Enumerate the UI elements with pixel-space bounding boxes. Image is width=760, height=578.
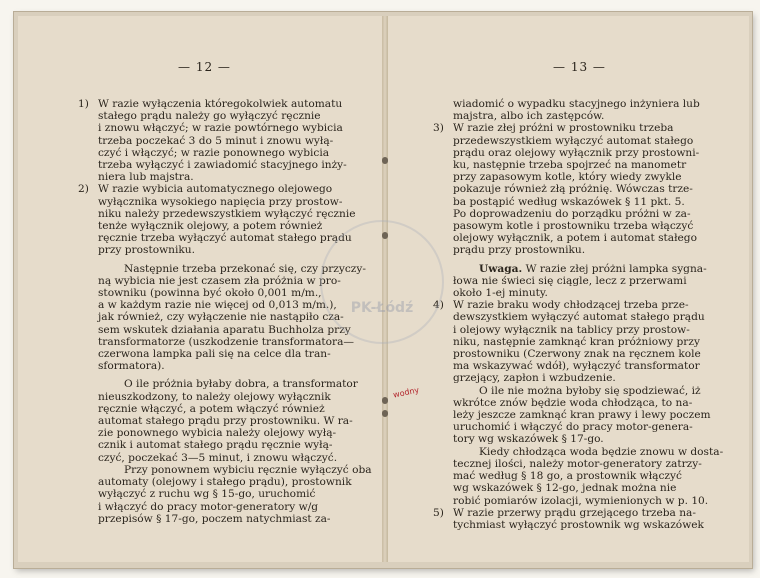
line-text: prostowniku (Czerwony znak na ręcznem kole: [453, 348, 701, 361]
text-line: [453, 458, 723, 470]
text-line: [453, 372, 723, 384]
line-text: Następnie trzeba przekonać się, czy przyczy-: [124, 262, 366, 275]
line-text: W razie wyłączenia któregokolwiek automatu: [98, 98, 343, 110]
line-text: cznik i automat stałego prądu ręcznie wyłą-: [98, 439, 333, 452]
text-line: [453, 348, 723, 360]
line-text: stowniku (powinna być około 0,001 m/m.,: [98, 287, 322, 300]
text-line: [453, 311, 723, 323]
line-text: Po doprowadzeniu do porządku próżni w za-: [453, 207, 691, 220]
text-line: [78, 98, 372, 110]
line-text: niku, następnie zamknąć kran próżniowy przy: [453, 335, 700, 348]
line-text: i znowu włączyć; w razie powtórnego wybicia: [98, 122, 343, 135]
line-text: prądu oraz olejowy wyłącznik przy prostowni-: [453, 146, 700, 159]
line-text: Kiedy chłodząca woda będzie znowu w dosta-: [479, 445, 724, 458]
text-line: [453, 495, 723, 507]
text-line: [98, 220, 372, 232]
line-text: majstra, albo ich zastępców.: [453, 110, 605, 123]
item-marker: 2): [78, 183, 89, 196]
text-line: [98, 171, 372, 183]
line-text: niera lub majstra.: [98, 171, 194, 184]
text-line: [98, 135, 372, 147]
line-text: przy prostowniku.: [98, 244, 195, 257]
text-line: [98, 208, 372, 220]
page-number-left: — 12 —: [178, 60, 231, 74]
line-text: przepisów § 17-go, poczem natychmiast za-: [98, 512, 331, 525]
line-text: tory wg wskazówek § 17-go.: [453, 433, 604, 446]
line-text: wiadomić o wypadku stacyjnego inżyniera lub: [453, 98, 700, 110]
text-line: [98, 147, 372, 159]
text-line: [453, 421, 723, 433]
line-text: pasowym kotle i prostowniku trzeba włączyć: [453, 220, 694, 233]
line-text: zie ponownego wybicia należy olejowy wyłą-: [98, 427, 337, 440]
watermark-text: PK-Łódź: [350, 300, 414, 316]
text-line: [98, 476, 372, 488]
text-line: [98, 232, 372, 244]
line-text: wyłączyć z ruchu wg § 15-go, uruchomić: [98, 488, 316, 501]
line-text: ku, następnie trzeba spojrzeć na manometr: [453, 159, 687, 172]
text-line: [453, 147, 723, 159]
line-text: ręcznie trzeba wyłączyć automat stałego prądu: [98, 232, 352, 245]
line-text: O ile próżnia byłaby dobra, a transformator: [124, 378, 358, 391]
text-line: [453, 183, 723, 195]
line-text: czyć i włączyć; w razie ponownego wybicia: [98, 146, 330, 159]
line-text: stałego prądu należy go wyłączyć ręcznie: [98, 110, 321, 123]
line-text: ną wybicia nie jest czasem zła próżnia w pro-: [98, 274, 341, 287]
text-line: [98, 464, 372, 476]
line-text: i włączyć do pracy motor-generatory w/g: [98, 500, 319, 513]
line-text: przedewszystkiem wyłączyć automat stałego: [453, 134, 694, 147]
text-line: [98, 348, 372, 360]
line-text: O ile nie można byłoby się spodziewać, iż: [479, 384, 701, 397]
text-line: [98, 403, 372, 415]
text-line: [453, 98, 723, 110]
item-marker: 5): [433, 506, 444, 519]
line-text: niku należy przedewszystkiem wyłączyć ręcznie: [98, 207, 356, 220]
line-text: ręcznie włączyć, a potem włączyć również: [98, 402, 325, 415]
line-text: łowa nie świeci się ciągle, lecz z przerwami: [453, 274, 687, 287]
text-line: [98, 324, 372, 336]
text-line: [453, 208, 723, 220]
line-text: i olejowy wyłącznik na tablicy przy prostow-: [453, 323, 690, 336]
line-text: W razie braku wody chłodzącej trzeba prze-: [453, 299, 689, 312]
line-text: wg wskazówek § 12-go, jednak można nie: [453, 482, 677, 495]
text-line: [453, 220, 723, 232]
text-line: [453, 336, 723, 348]
line-text: leży jeszcze zamknąć kran prawy i lewy poczem: [453, 409, 711, 422]
line-text: trzeba wyłączyć i zawiadomić stacyjnego inży-: [98, 159, 347, 172]
line-text: transformatorze (uszkodzenie transformatora—: [98, 335, 355, 348]
line-text: około 1-ej minuty.: [453, 287, 548, 300]
text-line: [453, 135, 723, 147]
text-line: [453, 324, 723, 336]
item-marker: 4): [433, 299, 444, 312]
line-text: W razie złej próżni lampka sygna-: [525, 262, 707, 275]
line-text: przy zapasowym kotle, który wiedy zwykle: [453, 171, 682, 184]
line-text: grzejący, zapłon i wzbudzenie.: [453, 372, 616, 385]
line-text: czerwona lampka pali się na celce dla tran-: [98, 348, 331, 361]
binding-stitch: [382, 157, 388, 164]
item-marker: 3): [433, 122, 444, 135]
line-text: ma wskazywać wdół), wyłączyć transformator: [453, 360, 700, 373]
text-line: [98, 439, 372, 451]
line-text: sem wskutek działania aparatu Buchholza przy: [98, 323, 351, 336]
line-text: a w każdym razie nie więcej od 0,013 m/m.),: [98, 299, 337, 312]
text-line: [98, 378, 372, 390]
text-line: [98, 110, 372, 122]
text-line: [98, 501, 372, 513]
line-text: pokazuje również złą próżnię. Wówczas trze-: [453, 183, 693, 196]
line-text: dewszystkiem wyłączyć automat stałego prądu: [453, 311, 705, 324]
handwritten-note: wodny: [392, 385, 420, 400]
line-text: automat stałego prądu przy prostowniku. W ra-: [98, 415, 353, 428]
line-text: robić pomiarów izolacji, wymienionych w p. 10.: [453, 494, 709, 507]
line-text: W razie przerwy prądu grzejącego trzeba na-: [453, 506, 696, 519]
line-text: olejowy wyłącznik, a potem i automat stałego: [453, 232, 697, 245]
text-line: [453, 385, 723, 397]
line-text: tecznej ilości, należy motor-generatory zatrzy-: [453, 457, 702, 470]
line-text: uruchomić i włączyć do pracy motor-genera-: [453, 421, 693, 434]
note-label: Uwaga.: [479, 262, 523, 275]
text-line: [78, 183, 372, 196]
line-text: W razie złej próżni w prostowniku trzeba: [453, 122, 674, 135]
line-text: trzeba poczekać 3 do 5 minut i znowu wyłą-: [98, 134, 334, 147]
text-line: [433, 299, 723, 312]
text-line: [98, 513, 372, 525]
line-text: mać według § 18 go, a prostownik włączyć: [453, 470, 682, 483]
text-line: [453, 519, 723, 531]
line-text: tychmiast wyłączyć prostownik wg wskazówek: [453, 518, 704, 531]
binding-stitch: [382, 410, 388, 417]
text-line: [453, 482, 723, 494]
text-line: [433, 122, 723, 135]
text-line: [453, 360, 723, 372]
line-text: wkrótce znów będzie woda chłodząca, to na-: [453, 396, 693, 409]
text-line: [98, 427, 372, 439]
text-line: [98, 336, 372, 348]
line-text: W razie wybicia automatycznego olejowego: [98, 183, 333, 196]
line-text: jak również, czy wyłączenie nie nastąpiło cza-: [98, 311, 344, 324]
text-line: [433, 506, 723, 519]
text-line: [453, 287, 723, 299]
binding-stitch: [382, 397, 388, 404]
text-line: [453, 263, 723, 275]
text-line: [453, 409, 723, 421]
text-line: [453, 159, 723, 171]
text-line: [98, 196, 372, 208]
watermark-seal: [320, 220, 444, 344]
text-line: [453, 433, 723, 445]
text-line: [453, 397, 723, 409]
text-line: [453, 275, 723, 287]
text-line: [98, 415, 372, 427]
item-marker: 1): [78, 98, 89, 110]
text-line: [453, 446, 723, 458]
text-line: [98, 122, 372, 134]
text-line: [98, 159, 372, 171]
line-text: nieuszkodzony, to należy olejowy wyłącznik: [98, 390, 331, 403]
text-line: [453, 171, 723, 183]
line-text: sformatora).: [98, 360, 165, 373]
line-text: czyć, poczekać 3—5 minut, i znowu włączyć.: [98, 451, 338, 464]
line-text: tenże wyłącznik olejowy, a potem również: [98, 220, 323, 233]
right-page-text: [433, 98, 724, 531]
text-line: [98, 391, 372, 403]
text-line: [453, 232, 723, 244]
text-line: [453, 244, 723, 256]
line-text: ba postąpić według wskazówek § 11 pkt. 5.: [453, 195, 685, 208]
line-text: Przy ponownem wybiciu ręcznie wyłączyć oba: [124, 463, 372, 476]
text-line: [98, 452, 372, 464]
line-text: prądu przy prostowniku.: [453, 244, 586, 257]
text-line: [98, 488, 372, 500]
text-line: [98, 360, 372, 372]
text-line: [453, 110, 723, 122]
line-text: automaty (olejowy i stałego prądu), prostownik: [98, 476, 352, 489]
text-line: [453, 470, 723, 482]
text-line: [453, 196, 723, 208]
line-text: wyłącznika wysokiego napięcia przy prostow-: [98, 195, 343, 208]
page-number-right: — 13 —: [553, 60, 606, 74]
